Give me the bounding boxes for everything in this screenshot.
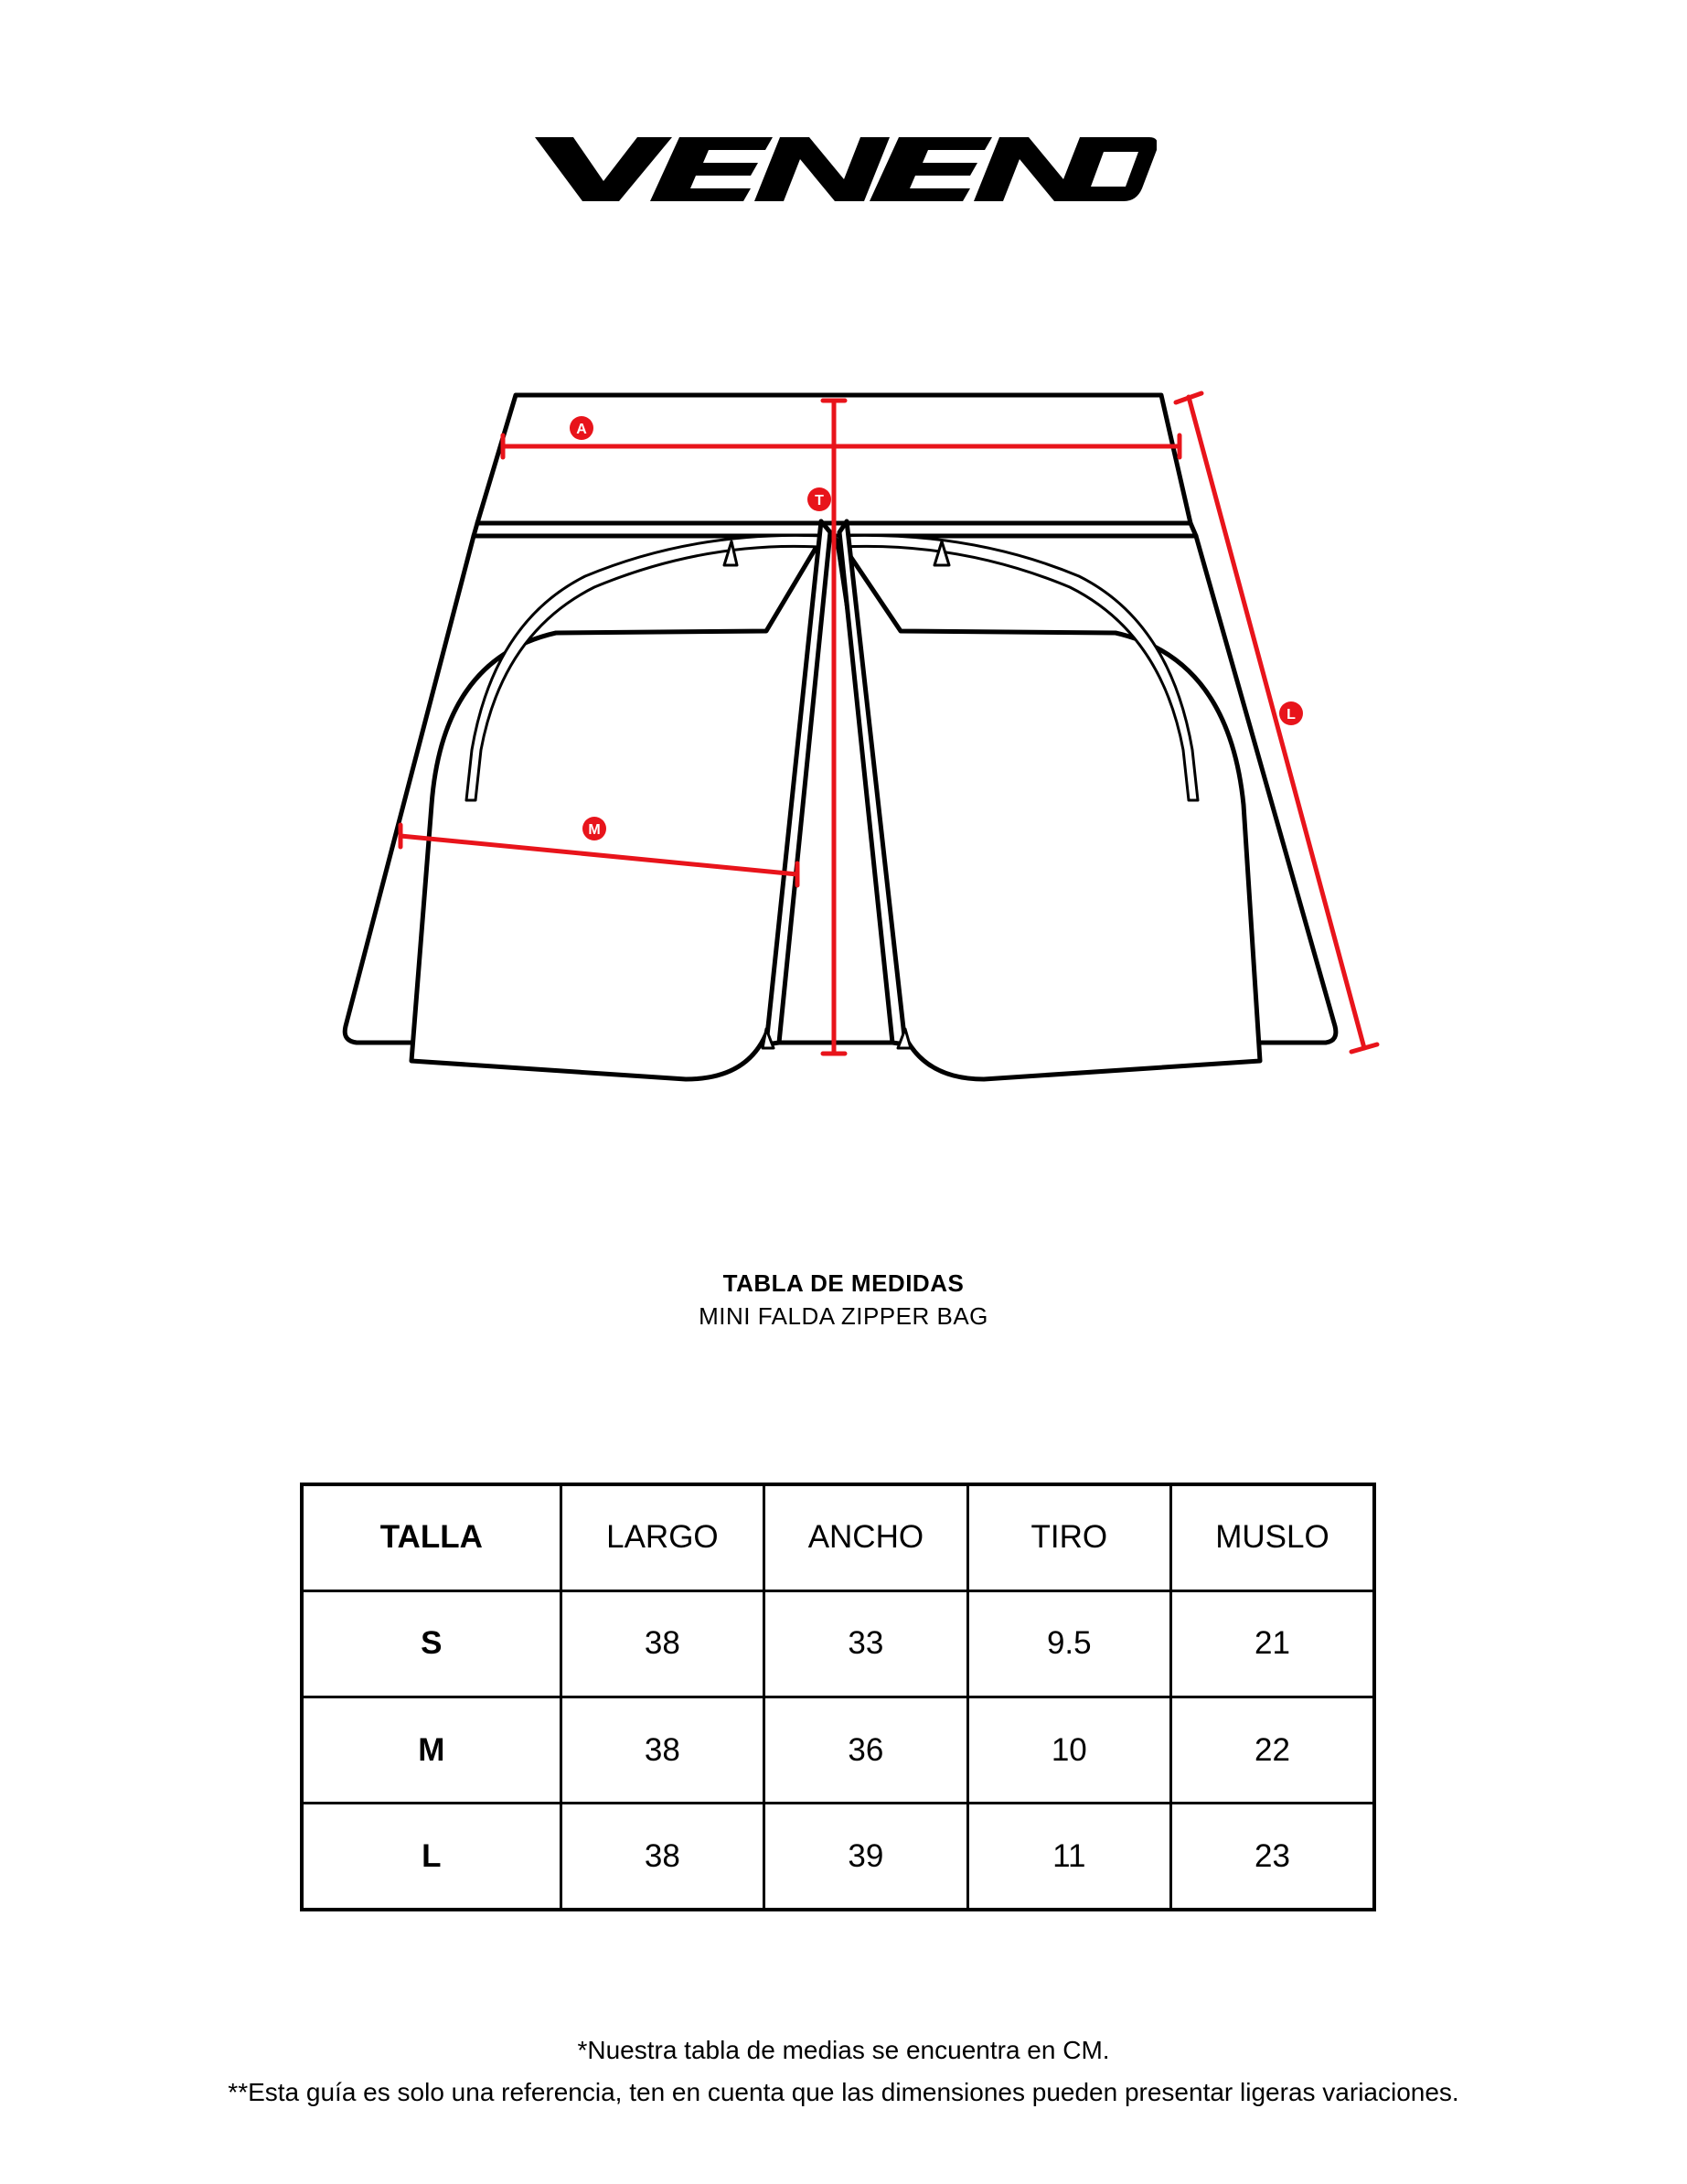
measure-label-l: L [1287,707,1296,723]
header-tiro: TIRO [967,1484,1170,1590]
table-cell: 23 [1170,1804,1374,1910]
table-cell: 10 [967,1697,1170,1804]
veneno-logo [535,137,1157,201]
measure-label-a: A [576,422,587,437]
header-talla: TALLA [302,1484,561,1590]
table-cell: 38 [561,1697,764,1804]
table-row [302,1804,1374,1910]
measure-label-m: M [588,822,601,838]
table-row [302,1590,1374,1697]
disclaimer-note: **Esta guía es solo una referencia, ten en cuenta que las dimensiones pueden presentar ligeras variaciones. [228,2078,1459,2106]
table-cell: 38 [561,1590,764,1697]
table-cell: 38 [561,1804,764,1910]
size-cell: M [302,1697,561,1804]
table-cell: 11 [967,1804,1170,1910]
table-cell: 33 [764,1590,968,1697]
size-cell: S [302,1590,561,1697]
table-cell: 39 [764,1804,968,1910]
table-cell: 36 [764,1697,968,1804]
table-cell: 21 [1170,1590,1374,1697]
skirt-diagram [329,384,1390,1116]
size-cell: L [302,1804,561,1910]
table-cell: 9.5 [967,1590,1170,1697]
header-ancho: ANCHO [764,1484,968,1590]
product-name: MINI FALDA ZIPPER BAG [699,1302,988,1330]
chart-title: TABLA DE MEDIDAS [722,1269,965,1297]
size-table [300,1483,1376,1911]
header-muslo: MUSLO [1170,1484,1374,1590]
table-cell: 22 [1170,1697,1374,1804]
table-header-row [302,1484,1374,1590]
table-row [302,1697,1374,1804]
measure-label-t: T [815,493,824,509]
header-largo: LARGO [561,1484,764,1590]
units-note: *Nuestra tabla de medias se encuentra en CM. [577,2036,1110,2064]
